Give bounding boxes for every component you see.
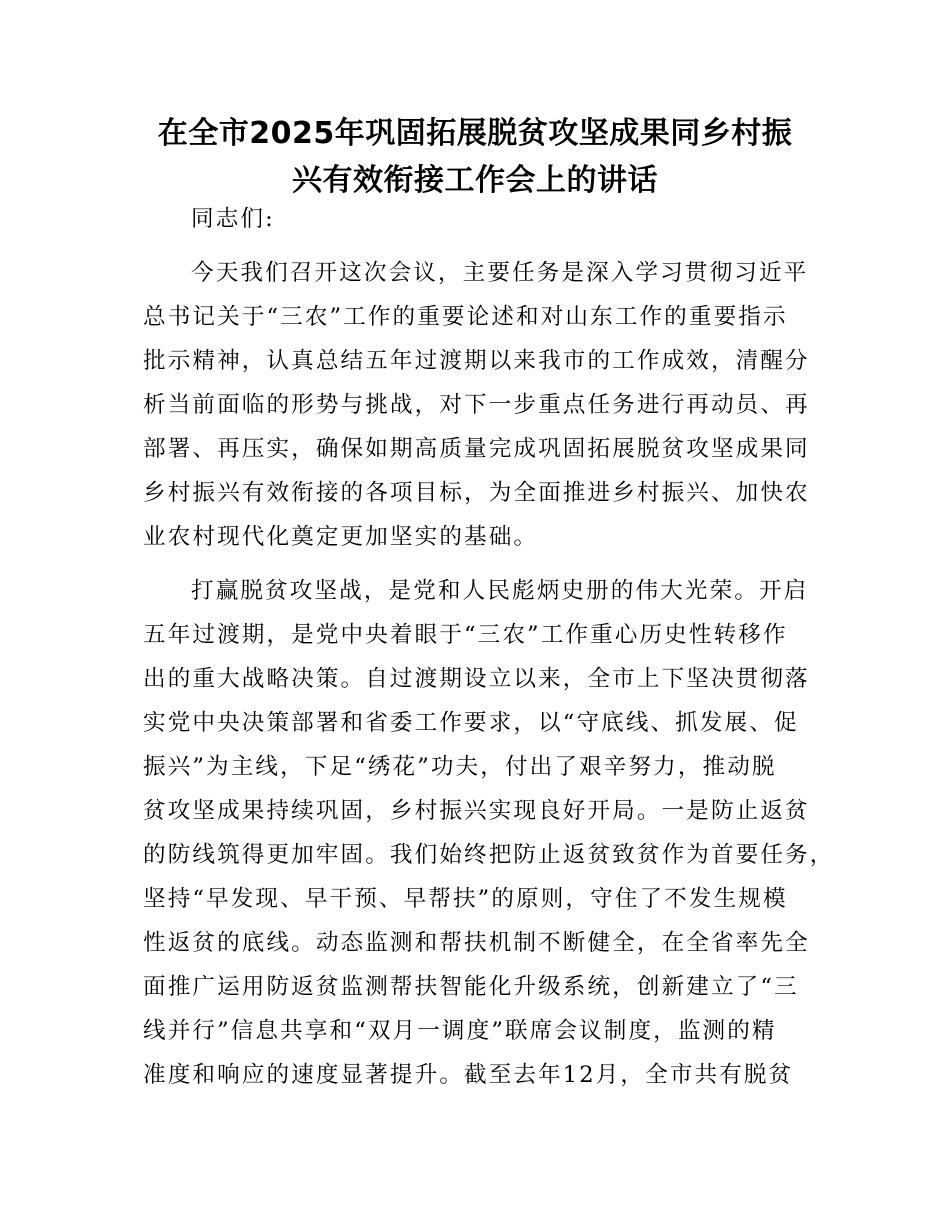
paragraph-line: 业农村现代化奠定更加坚实的基础。 xyxy=(143,524,539,550)
paragraph-line: 批示精神，认真总结五年过渡期以来我市的工作成效，清醒分 xyxy=(143,348,810,374)
paragraph-line: 乡村振兴有效衔接的各项目标，为全面推进乡村振兴、加快农 xyxy=(143,480,810,506)
title-line: 在全市2025年巩固拓展脱贫攻坚成果同乡村振 xyxy=(157,116,793,151)
paragraph-line: 坚持“早发现、早干预、早帮扶”的原则，守住了不发生规模 xyxy=(143,886,788,912)
paragraph-line: 振兴”为主线，下足“绣花”功夫，付出了艰辛努力，推动脱 xyxy=(143,754,777,780)
paragraph-line: 性返贫的底线。动态监测和帮扶机制不断健全，在全省率先全 xyxy=(143,930,810,956)
greeting: 同志们: xyxy=(191,206,275,232)
paragraph-line: 实党中央决策部署和省委工作要求，以“守底线、抓发展、促 xyxy=(143,710,799,736)
paragraph-line: 五年过渡期，是党中央着眼于“三农”工作重心历史性转移作 xyxy=(143,622,788,648)
paragraph-line: 面推广运用防返贫监测帮扶智能化升级系统，创新建立了“三 xyxy=(143,974,799,1000)
paragraph-1 xyxy=(143,251,813,559)
paragraph-line: 贫攻坚成果持续巩固，乡村振兴实现良好开局。一是防止返贫 xyxy=(143,798,810,824)
paragraph-line: 出的重大战略决策。自过渡期设立以来，全市上下坚决贯彻落 xyxy=(143,666,810,692)
paragraph-line: 部署、再压实，确保如期高质量完成巩固拓展脱贫攻坚成果同 xyxy=(143,436,810,462)
paragraph-line: 的防线筑得更加牢固。我们始终把防止返贫致贫作为首要任务， xyxy=(143,842,835,868)
paragraph-line: 析当前面临的形势与挑战，对下一步重点任务进行再动员、再 xyxy=(143,392,810,418)
paragraph-line: 准度和响应的速度显著提升。截至去年12月，全市共有脱贫 xyxy=(143,1062,794,1088)
paragraph-line: 总书记关于“三农”工作的重要论述和对山东工作的重要指示 xyxy=(143,304,788,330)
document-body xyxy=(143,185,835,1097)
paragraph-2 xyxy=(143,569,835,1097)
paragraph-line: 线并行”信息共享和“双月一调度”联席会议制度，监测的精 xyxy=(143,1018,777,1044)
paragraph-line: 今天我们召开这次会议，主要任务是深入学习贯彻习近平 xyxy=(191,260,809,286)
title-line: 兴有效衔接工作会上的讲话 xyxy=(292,163,658,198)
paragraph-line: 打赢脱贫攻坚战，是党和人民彪炳史册的伟大光荣。开启 xyxy=(191,578,809,604)
